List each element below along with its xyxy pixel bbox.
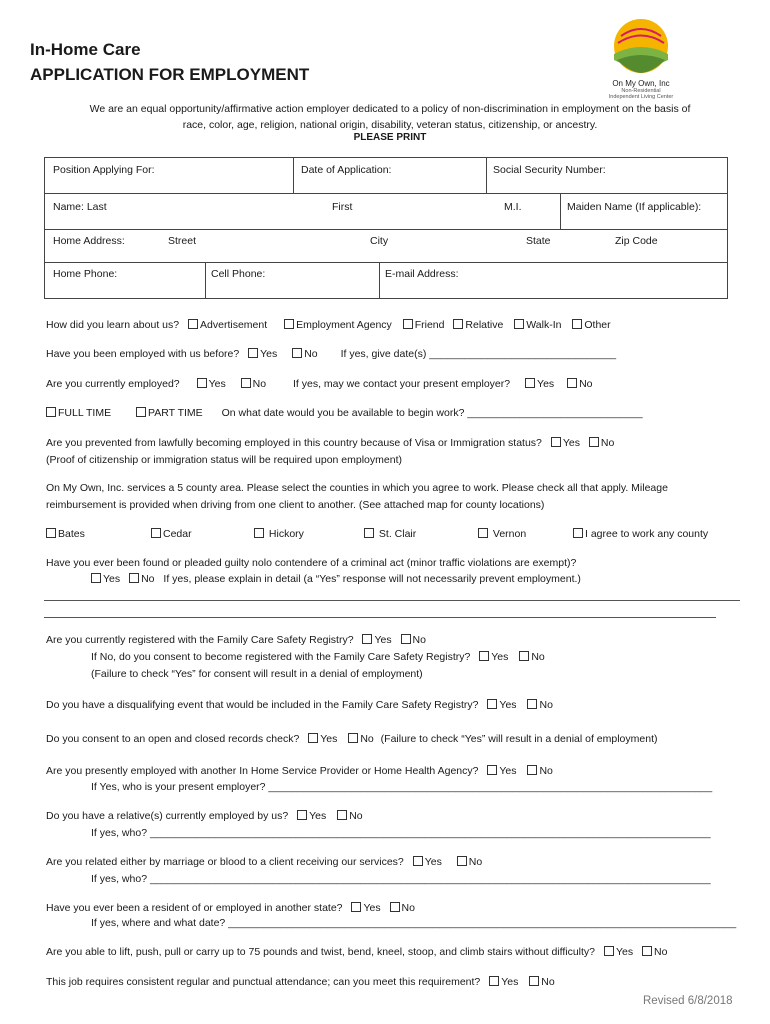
- checkbox[interactable]: [351, 902, 361, 912]
- state-field[interactable]: State: [526, 235, 551, 247]
- county-vernon: [478, 528, 526, 540]
- question-text: Do you consent to an open and closed records check?: [46, 733, 300, 745]
- no-label: No: [468, 856, 483, 868]
- no-label: No: [539, 699, 553, 711]
- checkbox[interactable]: [403, 319, 413, 329]
- checkbox[interactable]: [197, 378, 207, 388]
- checkbox[interactable]: [362, 634, 372, 644]
- col-divider: [205, 262, 206, 299]
- zip-field[interactable]: Zip Code: [615, 235, 658, 247]
- question-text: Are you presently employed with another In Home Service Provider or Home Health Agency?: [46, 765, 479, 777]
- applicant-info-table: [44, 157, 728, 299]
- yes-label: Yes: [537, 378, 555, 390]
- checkbox[interactable]: [604, 946, 614, 956]
- part-time-label: PART TIME: [148, 407, 203, 419]
- checkbox[interactable]: [46, 528, 56, 538]
- no-label: No: [401, 902, 415, 914]
- checkbox[interactable]: [390, 902, 400, 912]
- please-print: PLEASE PRINT: [353, 132, 427, 143]
- county-label: St. Clair: [378, 528, 417, 540]
- eeo-line-1: We are an equal opportunity/affirmative action employer dedicated to a policy of non-discrimination in employment on the basis of: [89, 103, 691, 115]
- county-label: Cedar: [163, 528, 192, 540]
- question-text: Have you been employed with us before?: [46, 348, 240, 360]
- no-label: No: [412, 634, 426, 646]
- cell-phone-field[interactable]: Cell Phone:: [211, 268, 266, 280]
- county-label: Vernon: [492, 528, 527, 540]
- county-label: I agree to work any county: [585, 528, 709, 540]
- home-phone-field[interactable]: Home Phone:: [53, 268, 118, 280]
- checkbox[interactable]: [453, 319, 463, 329]
- fcsr-note: (Failure to check “Yes” for consent will result in a denial of employment): [91, 668, 423, 680]
- other-provider-followup[interactable]: If Yes, who is your present employer? ____________________________________________________________________________: [91, 781, 713, 793]
- checkbox[interactable]: [519, 651, 529, 661]
- street-field[interactable]: Street: [168, 235, 197, 247]
- yes-label: Yes: [103, 573, 121, 585]
- followup-text: If yes, please explain in detail (a “Yes” response will not necessarily prevent employment.): [163, 573, 581, 585]
- counties-para-2: reimbursement is provided when driving from one client to another. (See attached map for county locations): [46, 499, 545, 511]
- resident-followup[interactable]: If yes, where and what date? _______________________________________________________________________________________: [91, 917, 737, 929]
- yes-label: Yes: [499, 765, 517, 777]
- criminal-answer: [91, 573, 581, 585]
- checkbox[interactable]: [337, 810, 347, 820]
- no-label: No: [541, 976, 555, 988]
- title-line-2: APPLICATION FOR EMPLOYMENT: [30, 65, 310, 84]
- checkbox[interactable]: [478, 528, 488, 538]
- followup-text: If yes, may we contact your present employer?: [293, 378, 511, 390]
- no-label: No: [141, 573, 155, 585]
- checkbox[interactable]: [151, 528, 161, 538]
- yes-label: Yes: [491, 651, 509, 663]
- checkbox[interactable]: [525, 378, 535, 388]
- position-field[interactable]: Position Applying For:: [53, 164, 155, 176]
- opt-other: Other: [584, 319, 611, 331]
- checkbox[interactable]: [642, 946, 652, 956]
- learn-question: [46, 319, 611, 331]
- checkbox[interactable]: [297, 810, 307, 820]
- fcsr-question: [46, 634, 426, 646]
- checkbox[interactable]: [91, 573, 101, 583]
- checkbox[interactable]: [529, 976, 539, 986]
- resident-question: [46, 902, 415, 914]
- no-label: No: [531, 651, 545, 663]
- yes-label: Yes: [309, 810, 327, 822]
- question-text: Are you related either by marriage or blood to a client receiving our services?: [46, 856, 404, 868]
- checkbox[interactable]: [413, 856, 423, 866]
- question-text: Are you currently employed?: [46, 378, 180, 390]
- checkbox[interactable]: [527, 699, 537, 709]
- checkbox[interactable]: [487, 765, 497, 775]
- question-text: Do you have a disqualifying event that would be included in the Family Care Safety Registry?: [46, 699, 479, 711]
- no-label: No: [654, 946, 668, 958]
- opt-relative: Relative: [465, 319, 504, 331]
- home-address-label: Home Address:: [53, 235, 125, 247]
- records-check-question: [46, 733, 657, 745]
- checkbox[interactable]: [292, 348, 302, 358]
- logo-sub-2: Independent Living Center: [608, 94, 674, 100]
- checkbox[interactable]: [136, 407, 146, 417]
- disqualifying-question: [46, 699, 553, 711]
- checkbox[interactable]: [589, 437, 599, 447]
- col-divider: [486, 158, 487, 193]
- no-label: No: [349, 810, 363, 822]
- eeo-statement: [40, 101, 740, 133]
- available-date-text: On what date would you be available to begin work? ______________________________: [221, 407, 643, 419]
- checkbox[interactable]: [489, 976, 499, 986]
- yes-label: Yes: [320, 733, 338, 745]
- criminal-question: Have you ever been found or pleaded guilty nolo contendere of a criminal act (minor traffic violations are exempt)?: [46, 557, 577, 569]
- checkbox[interactable]: [248, 348, 258, 358]
- visa-question: [46, 437, 614, 449]
- currently-employed-question: [46, 378, 593, 390]
- checkbox[interactable]: [567, 378, 577, 388]
- employment-type-question: [46, 407, 643, 419]
- checkbox[interactable]: [364, 528, 374, 538]
- company-logo: [605, 16, 677, 108]
- yes-label: Yes: [424, 856, 442, 868]
- checkbox[interactable]: [479, 651, 489, 661]
- row-divider: [45, 262, 727, 263]
- checkbox[interactable]: [573, 528, 583, 538]
- county-any: [573, 528, 708, 540]
- checkbox[interactable]: [241, 378, 251, 388]
- checkbox[interactable]: [572, 319, 582, 329]
- county-cedar: [151, 528, 192, 540]
- counties-para-1: On My Own, Inc. services a 5 county area. Please select the counties in which you agree to work. Please check all that apply. Mileage: [46, 482, 668, 494]
- col-divider: [379, 262, 380, 299]
- no-label: No: [360, 733, 374, 745]
- checkbox[interactable]: [487, 699, 497, 709]
- mi-field[interactable]: M.I.: [504, 201, 522, 213]
- learn-text: How did you learn about us?: [46, 319, 180, 331]
- row-divider: [45, 229, 727, 230]
- related-client-question: [46, 856, 482, 868]
- county-label: Hickory: [268, 528, 304, 540]
- city-field[interactable]: City: [370, 235, 389, 247]
- date-field[interactable]: Date of Application:: [301, 164, 392, 176]
- ssn-field[interactable]: Social Security Number:: [493, 164, 606, 176]
- opt-friend: Friend: [414, 319, 445, 331]
- checkbox[interactable]: [348, 733, 358, 743]
- checkbox[interactable]: [457, 856, 467, 866]
- county-label: Bates: [58, 528, 85, 540]
- full-time-label: FULL TIME: [58, 407, 112, 419]
- yes-label: Yes: [615, 946, 634, 958]
- followup-text: If yes, give date(s) ________________________________: [340, 348, 617, 360]
- question-text: Do you have a relative(s) currently employed by us?: [46, 810, 289, 822]
- row-divider: [45, 193, 727, 194]
- related-client-followup[interactable]: If yes, who? ________________________________________________________________________________________________: [91, 873, 711, 885]
- lift-question: [46, 946, 667, 958]
- question-text: Are you able to lift, push, pull or carry up to 75 pounds and twist, bend, kneel, stoop, and climb stairs without difficulty?: [46, 946, 596, 958]
- no-label: No: [600, 437, 615, 449]
- relative-followup[interactable]: If yes, who? ________________________________________________________________________________________________: [91, 827, 711, 839]
- checkbox[interactable]: [46, 407, 56, 417]
- visa-note: (Proof of citizenship or immigration status will be required upon employment): [46, 454, 402, 466]
- yes-label: Yes: [499, 699, 517, 711]
- col-divider: [560, 193, 561, 229]
- opt-advertisement: Advertisement: [200, 319, 268, 331]
- explanation-line[interactable]: [44, 617, 716, 618]
- last-name-field[interactable]: Name: Last: [53, 201, 107, 213]
- checkbox[interactable]: [284, 319, 294, 329]
- employed-before-question: [46, 348, 616, 360]
- question-text: Have you ever been a resident of or employed in another state?: [46, 902, 343, 914]
- no-label: No: [539, 765, 553, 777]
- county-hickory: [254, 528, 304, 540]
- checkbox[interactable]: [514, 319, 524, 329]
- checkbox[interactable]: [401, 634, 411, 644]
- fcsr-consent: [91, 651, 545, 663]
- opt-employment-agency: Employment Agency: [296, 319, 392, 331]
- checkbox[interactable]: [188, 319, 198, 329]
- records-note: (Failure to check “Yes” will result in a denial of employment): [380, 733, 658, 745]
- relative-question: [46, 810, 363, 822]
- no-label: No: [579, 378, 593, 390]
- checkbox[interactable]: [129, 573, 139, 583]
- yes-label: Yes: [260, 348, 278, 360]
- question-text: Are you currently registered with the Family Care Safety Registry?: [46, 634, 354, 646]
- explanation-line[interactable]: [44, 600, 740, 601]
- maiden-name-field[interactable]: Maiden Name (If applicable):: [567, 201, 702, 213]
- eeo-line-2: race, color, age, religion, national origin, disability, veteran status, citizenship, or ancestry.: [182, 119, 598, 131]
- county-st-clair: [364, 528, 416, 540]
- yes-label: Yes: [501, 976, 519, 988]
- county-bates: [46, 528, 85, 540]
- revision-date: Revised 6/8/2018: [643, 995, 733, 1007]
- question-text: This job requires consistent regular and punctual attendance; can you meet this requirement?: [46, 976, 481, 988]
- logo-sub-1: Non-Residential: [621, 88, 661, 94]
- yes-label: Yes: [208, 378, 226, 390]
- checkbox[interactable]: [527, 765, 537, 775]
- title-line-1: In-Home Care: [30, 40, 141, 59]
- no-label: No: [304, 348, 318, 360]
- question-text: If No, do you consent to become registered with the Family Care Safety Registry?: [91, 651, 471, 663]
- yes-label: Yes: [374, 634, 392, 646]
- first-name-field[interactable]: First: [332, 201, 353, 213]
- checkbox[interactable]: [254, 528, 264, 538]
- checkbox[interactable]: [551, 437, 561, 447]
- col-divider: [293, 158, 294, 193]
- other-provider-question: [46, 765, 553, 777]
- checkbox[interactable]: [308, 733, 318, 743]
- yes-label: Yes: [363, 902, 381, 914]
- question-text: Are you prevented from lawfully becoming employed in this country because of Visa or Immigration status?: [46, 437, 542, 449]
- no-label: No: [252, 378, 267, 390]
- logo-name: On My Own, Inc: [612, 79, 670, 88]
- sun-logo-icon: [605, 16, 677, 76]
- opt-walk-in: Walk-In: [526, 319, 562, 331]
- attendance-question: [46, 976, 555, 988]
- yes-label: Yes: [562, 437, 580, 449]
- email-field[interactable]: E-mail Address:: [385, 268, 459, 280]
